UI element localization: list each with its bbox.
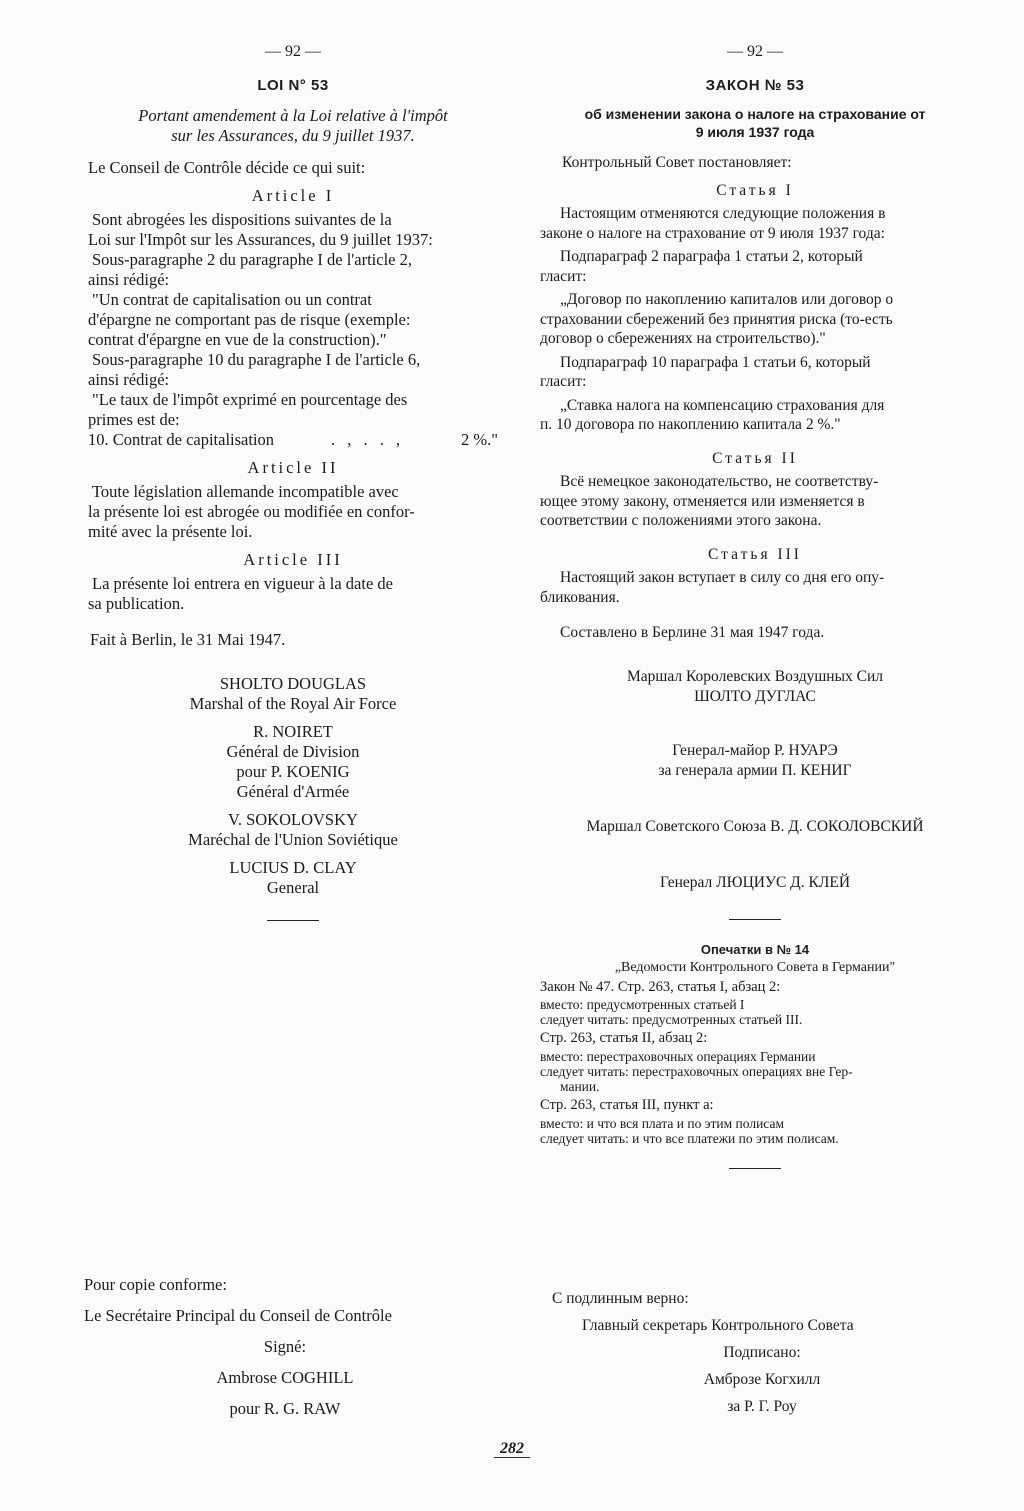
signature-block-ru-2 bbox=[540, 741, 970, 781]
signature-block-fr-2 bbox=[88, 722, 498, 802]
signatory-line: за генерала армии П. КЕНИГ bbox=[658, 761, 852, 779]
cert-line: за Р. Г. Роу bbox=[727, 1398, 797, 1415]
subtitle-fr bbox=[88, 106, 498, 146]
cert-line: Pour copie conforme: bbox=[84, 1275, 227, 1294]
text-line: primes est de: bbox=[88, 410, 180, 429]
signature-block-ru-3 bbox=[540, 817, 970, 837]
signatory-name: SHOLTO DOUGLAS bbox=[219, 674, 367, 693]
signature-block-fr-4 bbox=[88, 858, 498, 898]
cert-line: Le Secrétaire Principal du Conseil de Contrôle bbox=[84, 1306, 392, 1325]
text-line: Sous-paragraphe 10 du paragraphe I de l'article 6, bbox=[92, 350, 421, 369]
done-at-ru: Составлено в Берлине 31 мая 1947 года. bbox=[560, 624, 825, 641]
errata-item-head: Стр. 263, статья II, абзац 2: bbox=[540, 1030, 708, 1046]
subtitle-fr-line: Portant amendement à la Loi relative à l'impôt bbox=[138, 106, 448, 125]
text-line: Подпараграф 10 параграфа 1 статьи 6, который bbox=[560, 353, 871, 371]
text-line: Настоящим отменяются следующие положения в bbox=[560, 205, 886, 222]
divider-rule bbox=[729, 919, 781, 920]
subtitle-fr-line: sur les Assurances, du 9 juillet 1937. bbox=[171, 126, 415, 145]
intro-fr: Le Conseil de Contrôle décide ce qui suit: bbox=[88, 158, 366, 177]
signatory-title: General bbox=[266, 878, 320, 897]
signatory-line: Генерал ЛЮЦИУС Д. КЛЕЙ bbox=[659, 873, 851, 891]
text-line: sa publication. bbox=[88, 594, 185, 613]
page-header-right: — 92 — bbox=[727, 43, 783, 60]
signature-block-ru-4 bbox=[540, 873, 970, 893]
signatory-title: Général d'Armée bbox=[236, 782, 350, 801]
signatory-title: Général de Division bbox=[226, 742, 360, 761]
text-line: ainsi rédigé: bbox=[88, 370, 170, 389]
subtitle-ru bbox=[540, 105, 970, 141]
text-line: п. 10 договора по накоплению капитала 2 %." bbox=[540, 416, 841, 433]
signatory-title: Marshal of the Royal Air Force bbox=[189, 694, 397, 713]
signatory-name: ШОЛТО ДУГЛАС bbox=[694, 687, 816, 705]
certification-ru bbox=[552, 1290, 972, 1425]
errata-item-head: Закон № 47. Стр. 263, статья I, абзац 2: bbox=[540, 979, 781, 995]
text-line: "Un contrat de capitalisation ou un contrat bbox=[92, 290, 372, 309]
subtitle-ru-line: об изменении закона о налоге на страхование от bbox=[584, 106, 926, 122]
signatory-title: Maréchal de l'Union Soviétique bbox=[188, 830, 398, 849]
cert-line: Подписано: bbox=[723, 1344, 801, 1361]
divider-rule bbox=[267, 920, 319, 921]
text-line: Toute législation allemande incompatible avec bbox=[92, 482, 399, 501]
errata-subtitle: „Ведомости Контрольного Совета в Германии" bbox=[614, 960, 896, 975]
signatory-name: V. SOKOLOVSKY bbox=[228, 810, 358, 829]
text-line: „Ставка налога на компенсацию страхования для bbox=[560, 396, 885, 414]
certification-fr bbox=[80, 1275, 490, 1430]
article-3-body-fr bbox=[88, 574, 498, 614]
article-1-body-ru bbox=[540, 204, 970, 435]
errata-line: мании. bbox=[560, 1079, 600, 1094]
russian-column bbox=[540, 42, 970, 1169]
text-line: mité avec la présente loi. bbox=[88, 522, 253, 541]
text-line: бликования. bbox=[540, 588, 620, 606]
errata-line: следует читать: перестраховочных операциях вне Гер- bbox=[540, 1064, 853, 1079]
text-fragment: 2 %." bbox=[461, 430, 498, 449]
errata-title: Опечатки в № 14 bbox=[700, 941, 810, 957]
intro-ru: Контрольный Совет постановляет: bbox=[562, 154, 792, 171]
article-1-heading-fr: Article I bbox=[251, 186, 335, 205]
text-line: гласит: bbox=[540, 373, 587, 390]
page-number bbox=[0, 1440, 1024, 1458]
text-line: ющее этому закону, отменяется или изменяется в bbox=[540, 492, 865, 510]
errata-section bbox=[540, 940, 970, 1147]
signatory-name: R. NOIRET bbox=[253, 722, 333, 741]
law-title-fr: LOI N° 53 bbox=[257, 77, 329, 94]
errata-line: вместо: предусмотренных статьей I bbox=[540, 997, 745, 1012]
cert-line: Signé: bbox=[263, 1337, 307, 1356]
text-line: d'épargne ne comportant pas de risque (exemple: bbox=[88, 310, 411, 329]
signature-block-fr-1 bbox=[88, 674, 498, 714]
text-line: la présente loi est abrogée ou modifiée en confor- bbox=[88, 502, 415, 521]
article-2-body-ru bbox=[540, 472, 970, 531]
errata-line: следует читать: предусмотренных статьей III. bbox=[540, 1012, 803, 1027]
errata-item-head: Стр. 263, статья III, пункт а: bbox=[540, 1097, 714, 1113]
divider-rule bbox=[729, 1168, 781, 1169]
article-2-body-fr bbox=[88, 482, 498, 542]
cert-line: С подлинным верно: bbox=[552, 1290, 689, 1307]
article-2-heading-ru: Статья II bbox=[712, 449, 798, 467]
signatory-for: pour P. KOENIG bbox=[236, 762, 350, 781]
text-line: Подпараграф 2 параграфа 1 статьи 2, который bbox=[560, 248, 863, 265]
signature-block-ru-1 bbox=[540, 667, 970, 707]
text-line: соответствии с положениями этого закона. bbox=[540, 512, 822, 529]
dot-leader: . , . . , bbox=[330, 430, 405, 449]
cert-signer: Ambrose COGHILL bbox=[216, 1368, 354, 1387]
cert-line: Главный секретарь Контрольного Совета bbox=[582, 1317, 854, 1334]
text-fragment: 10. Contrat de capitalisation bbox=[88, 430, 275, 449]
article-2-heading-fr: Article II bbox=[247, 458, 339, 477]
signatory-title: Маршал Королевских Воздушных Сил bbox=[627, 667, 883, 685]
cert-signer: Амброзе Когхилл bbox=[703, 1371, 821, 1388]
text-line: гласит: bbox=[540, 267, 587, 285]
text-line: законе о налоге на страхование от 9 июля 1937 года: bbox=[540, 224, 885, 242]
signatory-line: Генерал-майор Р. НУАРЭ bbox=[672, 741, 838, 759]
signatory-line: Маршал Советского Союза В. Д. СОКОЛОВСКИЙ bbox=[586, 817, 924, 835]
text-line: Sont abrogées les dispositions suivantes de la bbox=[92, 210, 392, 229]
text-line: страховании сбережений без принятия риска (то-есть bbox=[540, 310, 893, 328]
article-3-body-ru bbox=[540, 568, 970, 607]
errata-line: вместо: и что вся плата и по этим полисам bbox=[540, 1116, 784, 1131]
signatory-name: LUCIUS D. CLAY bbox=[229, 858, 357, 877]
article-3-heading-fr: Article III bbox=[243, 550, 343, 569]
text-line: договор о сбережениях на строительство)." bbox=[540, 330, 826, 347]
text-line: „Договор по накоплению капиталов или договор о bbox=[560, 291, 894, 308]
page-header-left: — 92 — bbox=[265, 43, 321, 60]
text-line: Всё немецкое законодательство, не соответству- bbox=[560, 473, 879, 490]
text-line: "Le taux de l'impôt exprimé en pourcentage des bbox=[92, 390, 408, 409]
law-title-ru: ЗАКОН № 53 bbox=[705, 76, 805, 94]
text-line: Sous-paragraphe 2 du paragraphe I de l'article 2, bbox=[92, 250, 413, 269]
article-1-body-fr bbox=[88, 210, 498, 450]
errata-line: вместо: перестраховочных операциях Германии bbox=[540, 1049, 816, 1064]
subtitle-ru-line: 9 июля 1937 года bbox=[695, 124, 815, 140]
cert-line: pour R. G. RAW bbox=[229, 1399, 341, 1418]
text-line: ainsi rédigé: bbox=[88, 270, 170, 289]
text-line: Настоящий закон вступает в силу со дня его опу- bbox=[560, 569, 885, 586]
errata-line: следует читать: и что все платежи по этим полисам. bbox=[540, 1131, 839, 1146]
article-1-heading-ru: Статья I bbox=[716, 181, 794, 199]
text-line: contrat d'épargne en vue de la construction)." bbox=[88, 330, 387, 349]
signature-block-fr-3 bbox=[88, 810, 498, 850]
text-line: La présente loi entrera en vigueur à la date de bbox=[92, 574, 393, 593]
page-number-text: 282 bbox=[494, 1440, 530, 1458]
done-at-fr: Fait à Berlin, le 31 Mai 1947. bbox=[90, 630, 286, 649]
text-line: Loi sur l'Impôt sur les Assurances, du 9 juillet 1937: bbox=[88, 230, 433, 249]
article-3-heading-ru: Статья III bbox=[708, 545, 802, 563]
text-line bbox=[88, 430, 498, 450]
french-column bbox=[88, 42, 498, 939]
